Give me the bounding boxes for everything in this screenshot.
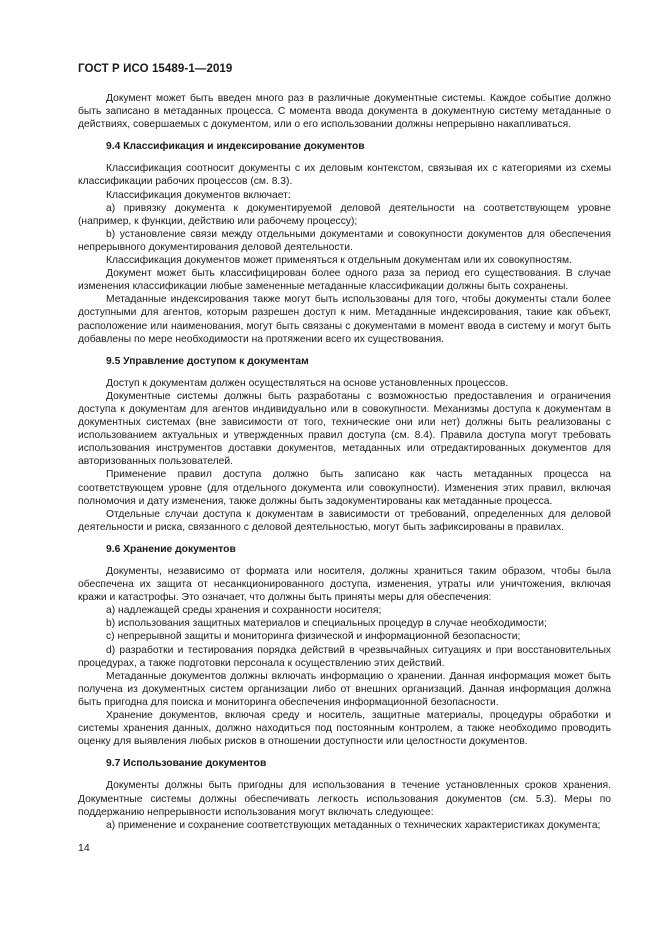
list-item: c) непрерывной защиты и мониторинга физической и информационной безопасности; — [106, 631, 521, 643]
paragraph: Документные системы должны быть разработаны с возможностью предоставления и ограничения доступа к документам для агентов индивидуально или в совокупности. Механизмы доступа к документам в документных системах (вне зависимости от того, технические они или нет) должны быть реализованы с использованием актуальных и утвержденных правил доступа (см. 8.4). Правила доступа могут требовать использования инструментов доставки документов, метаданных или отредактированных документов для авторизованных пользователей. — [78, 390, 611, 468]
paragraph: Документ может быть введен много раз в различные документные системы. Каждое событие должно быть записано в метаданных процесса. С момента ввода документа в документную систему метаданные о действиях, совершаемых с документом, или о его использовании должны непрерывно накапливаться. — [78, 93, 611, 131]
paragraph: Классификация соотносит документы с их деловым контекстом, связывая их с категориями из схемы классификации рабочих процессов (см. 8.3). — [78, 163, 611, 188]
section-heading-9-6: 9.6 Хранение документов — [106, 543, 236, 555]
paragraph: Классификация документов может применяться к отдельным документам или их совокупностям. — [106, 255, 572, 267]
paragraph: Отдельные случаи доступа к документам в зависимости от требований, определенных для деловой деятельности и риска, связанного с деловой деятельностью, могут быть зафиксированы в правилах. — [78, 508, 611, 533]
list-item: a) привязку документа к документируемой деловой деятельности на соответствующем уровне (например, к функции, действию или рабочему процессу); — [78, 202, 611, 227]
paragraph: Применение правил доступа должно быть записано как часть метаданных процесса на соответствующем уровне (для отдельного документа или совокупности). Изменения этих правил, включая полномочия и дату изменения, также должны быть задокументированы как метаданные процесса. — [78, 469, 611, 507]
list-item: d) разработки и тестирования порядка действий в чрезвычайных ситуациях и при восстановительных процедурах, а также подготовки персонала к осуществлению этих действий. — [78, 644, 611, 669]
paragraph: Хранение документов, включая среду и носитель, защитные материалы, процедуры обработки и системы хранения данных, должно находиться под постоянным контролем, а также необходимо проводить оценку для выявления любых рисков в отношении доступности или целостности документов. — [78, 710, 611, 748]
document-body — [78, 92, 611, 832]
list-item: b) установление связи между отдельными документами и совокупности документов для обеспечения непрерывного документирования деловой деятельности. — [78, 228, 611, 253]
paragraph: Классификация документов включает: — [106, 189, 291, 201]
page-number: 14 — [78, 842, 90, 854]
paragraph: Документы должны быть пригодны для использования в течение установленных сроков хранения. Документные системы должны обеспечивать легкость использования документов (см. 5.3). Меры по поддержанию непрерывности использования могут включать следующее: — [78, 780, 611, 818]
section-heading-9-4: 9.4 Классификация и индексирование документов — [106, 141, 365, 153]
list-item: b) использования защитных материалов и специальных процедур в случае необходимости; — [106, 618, 547, 630]
paragraph: Метаданные документов должны включать информацию о хранении. Данная информация может быть получена из документных систем организации либо от внешних организаций. Данная информация должна быть пригодна для поиска и мониторинга обеспечения информационной безопасности. — [78, 670, 611, 708]
paragraph: Документ может быть классифицирован более одного раза за период его существования. В случае изменения классификации любые замененные метаданные классификации должны быть сохранены. — [78, 268, 611, 293]
paragraph: Доступ к документам должен осуществляться на основе установленных процессов. — [106, 377, 509, 389]
paragraph: Документы, независимо от формата или носителя, должны храниться таким образом, чтобы была обеспечена их защита от несанкционированного доступа, изменения, утраты или уничтожения, включая кражи и катастрофы. Это означает, что должны быть приняты меры для обеспечения: — [78, 566, 611, 604]
document-header: ГОСТ Р ИСО 15489-1—2019 — [78, 63, 233, 75]
section-heading-9-5: 9.5 Управление доступом к документам — [106, 355, 309, 367]
list-item: a) надлежащей среды хранения и сохранности носителя; — [106, 605, 382, 617]
section-heading-9-7: 9.7 Использование документов — [106, 758, 267, 770]
list-item: a) применение и сохранение соответствующих метаданных о технических характеристиках документа; — [106, 819, 601, 831]
paragraph: Метаданные индексирования также могут быть использованы для того, чтобы документы стали более доступными для агентов, которым разрешен доступ к ним. Метаданные индексирования, такие как объект, расположение или наименования, могут быть связаны с документами в момент ввода в систему и могут быть добавлены по мере необходимости на протяжении всего их существования. — [78, 294, 611, 345]
